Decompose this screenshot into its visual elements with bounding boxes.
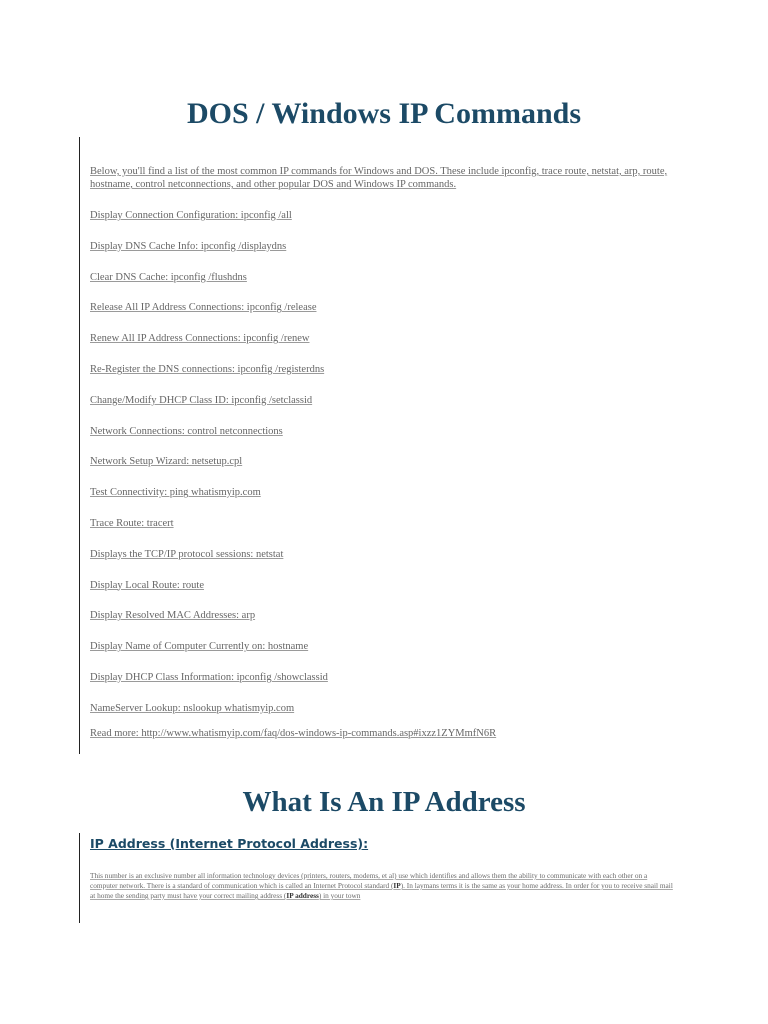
command-list-item <box>90 359 680 390</box>
command-link[interactable]: Trace Route: tracert <box>90 517 174 529</box>
section-divider-bar <box>79 833 80 923</box>
ip-address-section <box>90 836 674 901</box>
command-list-item <box>90 698 680 729</box>
command-list-item <box>90 297 680 328</box>
intro-paragraph[interactable]: Below, you'll find a list of the most common IP commands for Windows and DOS. These include ipconfig, trace route, netstat, arp, route, hostname, control netconnections, and other popular DOS and Windows IP commands. <box>90 166 668 190</box>
command-link[interactable]: Release All IP Address Connections: ipconfig /release <box>90 302 317 314</box>
read-more-link[interactable]: Read more: http://www.whatismyip.com/faq/dos-windows-ip-commands.asp#ixzz1ZYMmfN6R <box>90 728 497 739</box>
subheading: IP Address (Internet Protocol Address): <box>90 836 369 851</box>
command-list-item <box>90 605 680 636</box>
command-list-item <box>90 575 680 606</box>
command-list-item <box>90 390 680 421</box>
command-list-item <box>90 267 680 298</box>
section-divider-bar <box>79 137 80 754</box>
section-title: What Is An IP Address <box>242 786 526 818</box>
paragraph-text: ). In laymans terms it is the same as your home address. In order for you to receive snail mail at home the sending party must have your correct mailing address ( <box>90 881 673 900</box>
command-link[interactable]: Display DHCP Class Information: ipconfig /showclassid <box>90 671 328 683</box>
paragraph-bold-text: IP address <box>286 891 319 900</box>
command-link[interactable]: NameServer Lookup: nslookup whatismyip.com <box>90 702 295 714</box>
command-link[interactable]: Re-Register the DNS connections: ipconfig /registerdns <box>90 363 325 375</box>
page-title: DOS / Windows IP Commands <box>186 97 581 130</box>
command-list-item <box>90 236 680 267</box>
command-link[interactable]: Display Local Route: route <box>90 579 205 591</box>
command-list-item <box>90 667 680 698</box>
command-list-item <box>90 451 680 482</box>
command-link[interactable]: Network Setup Wizard: netsetup.cpl <box>90 456 243 468</box>
command-link[interactable]: Test Connectivity: ping whatismyip.com <box>90 487 261 499</box>
command-list-item <box>90 205 680 236</box>
ip-commands-section <box>90 165 680 739</box>
command-list-item <box>90 513 680 544</box>
command-list-item <box>90 544 680 575</box>
command-link[interactable]: Renew All IP Address Connections: ipconfig /renew <box>90 333 310 345</box>
body-paragraph[interactable] <box>90 871 674 901</box>
command-list-item <box>90 636 680 667</box>
command-link[interactable]: Displays the TCP/IP protocol sessions: netstat <box>90 548 284 560</box>
command-link[interactable]: Display Resolved MAC Addresses: arp <box>90 610 256 622</box>
command-link[interactable]: Display Connection Configuration: ipconfig /all <box>90 210 292 221</box>
command-link[interactable]: Display Name of Computer Currently on: hostname <box>90 641 309 653</box>
paragraph-text: This number is an exclusive number all information technology devices (printers, routers, modems, et al) use which identifies and allows them the ability to communicate with each other on a computer network. There is a standard of communication which is called an Internet Protocol standard ( <box>90 871 648 890</box>
command-list-item <box>90 482 680 513</box>
command-list-item <box>90 328 680 359</box>
paragraph-bold-text: IP <box>393 881 401 890</box>
command-link[interactable]: Network Connections: control netconnections <box>90 425 283 437</box>
command-list <box>90 205 680 729</box>
command-link[interactable]: Clear DNS Cache: ipconfig /flushdns <box>90 271 247 283</box>
command-link[interactable]: Display DNS Cache Info: ipconfig /displaydns <box>90 240 287 252</box>
paragraph-text: ) in your town <box>318 891 361 900</box>
command-link[interactable]: Change/Modify DHCP Class ID: ipconfig /setclassid <box>90 394 313 406</box>
command-list-item <box>90 421 680 452</box>
